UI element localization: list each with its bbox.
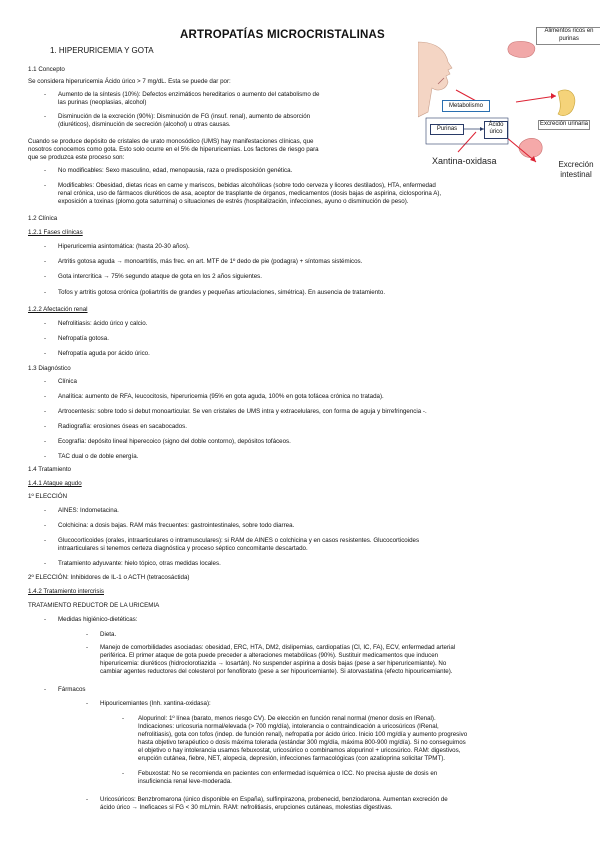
text-line: intraarticulares si tenemos certeza diagnóstica y proceso séptico concomitante descartado. [58, 545, 308, 552]
bullet-dash: - [44, 560, 47, 567]
text-line: 1.2.1 Fases clínicas [28, 229, 83, 236]
text-line: Hiperuricemia asintomática: (hasta 20-30 años). [58, 243, 190, 250]
text-line: Febuxostat: No se recomienda en pacientes con enfermedad isquémica o ICC. No precisa ajuste de dosis en [138, 770, 438, 777]
bullet-dash: - [44, 537, 47, 544]
bullet-dash: - [44, 258, 47, 265]
text-line: Dieta. [100, 631, 117, 638]
text-line: 1.4.1 Ataque agudo [28, 480, 82, 487]
xantina-oxidasa-label: Xantina-oxidasa [432, 156, 497, 166]
bullet-dash: - [44, 273, 47, 280]
text-line: Colchicina: a dosis bajas. RAM más frecuentes: gastrointestinales, sobre todo diarrea. [58, 522, 295, 529]
text-line: Se considera hiperuricemia Ácido úrico > 7 mg/dL. Esta se puede dar por: [28, 78, 231, 85]
text-line: 1.2.2 Afectación renal [28, 306, 88, 313]
bullet-dash: - [44, 113, 47, 120]
text-line: Nefrolitiasis: ácido úrico y calcio. [58, 320, 148, 327]
bullet-dash: - [44, 335, 47, 342]
bullet-dash: - [44, 438, 47, 445]
text-line: TAC dual o de doble energía. [58, 453, 139, 460]
text-line: Artrocentesis: sobre todo si debut monoarticular. Se ven cristales de UMS intra y extracelulares, con forma de aguja y birrefringencia -. [58, 408, 427, 415]
document-title: ARTROPATÍAS MICROCRISTALINAS [180, 29, 385, 41]
text-line: Uricosúricos: Benzbromarona (único disponible en España), sulfinpirazona, probenecid, benziodarona. Aumentan excreción de [100, 796, 448, 803]
food-label: Alimentos ricos en purinas [536, 27, 600, 45]
text-line: 1.1 Concepto [28, 66, 65, 73]
text-line: Medidas higiénico-dietéticas: [58, 616, 138, 623]
text-line: Tratamiento adyuvante: hielo tópico, otras medidas locales. [58, 560, 221, 567]
text-line: insuficiencia renal leve-moderada. [138, 778, 232, 785]
text-line: Ecografía: depósito lineal hiperecoico (signo del doble contorno), depósitos tofáceos. [58, 438, 291, 445]
text-line: 1.2 Clínica [28, 215, 58, 222]
text-line: Analítica: aumento de RFA, leucocitosis, hiperuricemia (95% en gota aguda, 100% en gota tofácea crónica no tratada). [58, 393, 384, 400]
text-line: Glucocorticoides (orales, intraarticulares o intramusculares): si RAM de AINES o colchicina y en casos resistentes. Glucocorticoides [58, 537, 420, 544]
text-line: el objetivo o hay intolerancia usamos febuxostat, uricosúrico o combinamos alopurinol + uricosúrico. RAM: digestivos, [138, 747, 461, 754]
bullet-dash: - [44, 243, 47, 250]
text-line: 1.4 Tratamiento [28, 466, 71, 473]
bullet-dash: - [122, 715, 125, 722]
bullet-dash: - [86, 631, 89, 638]
metabolism-figure [418, 22, 600, 190]
text-line: las purinas (neoplasias, alcohol) [58, 99, 147, 106]
bullet-dash: - [44, 616, 47, 623]
bullet-dash: - [44, 182, 47, 189]
bullet-dash: - [44, 378, 47, 385]
metabolismo-box: Metabolismo [442, 100, 490, 112]
text-line: Manejo de comorbilidades asociadas: obesidad, ERC, HTA, DM2, dislipemias, cardiopatías (CI, IC, FA), ECV, enfermedad arterial [100, 644, 456, 651]
bullet-dash: - [44, 522, 47, 529]
text-line: Fármacos [58, 686, 86, 693]
text-line: ácido úrico → Ineficaces si FG < 30 mL/min. RAM: nefrolitiasis, erupciones cutáneas, molestias digestivas. [100, 804, 393, 811]
bullet-dash: - [44, 453, 47, 460]
section-heading: 1. HIPERURICEMIA Y GOTA [50, 46, 154, 55]
text-line: periférica. El primer ataque de gota puede preceder a alteraciones metabólicas (90%). Sustituir medicamentos que inducen [100, 652, 439, 659]
text-line: Radiografía: erosiones óseas en sacabocados. [58, 423, 187, 430]
text-line: Cuando se produce depósito de cristales de urato monosódico (UMS) hay manifestaciones clínicas, que [28, 138, 314, 145]
bullet-dash: - [44, 91, 47, 98]
bullet-dash: - [44, 393, 47, 400]
text-line: exposición a toxinas (plomo.gota saturnina) o situaciones de estrés (hospitalización, infecciones, ayuno o disminución de peso). [58, 198, 409, 205]
text-line: Nefropatía gotosa. [58, 335, 109, 342]
text-line: Indicaciones: uricosuria normal/elevada (> 700 mg/día), intolerancia o contraindicación a uricosúricos (IRenal, [138, 723, 439, 730]
text-line: Artritis gotosa aguda → monoartritis, más frec. en art. MTF de 1º dedo de pie (podagra) + síntomas sistémicos. [58, 258, 363, 265]
text-line: hasta objetivo terapéutico o dosis máxima tolerada (estándar 300 mg/día, máxima 800-900 mg/día). Si no conseguimos [138, 739, 466, 746]
text-line: Gota intercrítica → 75% segundo ataque de gota en los 2 años siguientes. [58, 273, 262, 280]
text-line: (diuréticos), disminución de secreción (alcohol) u otras causas. [58, 121, 231, 128]
text-line: que se produzca este proceso son: [28, 154, 125, 161]
bullet-dash: - [44, 320, 47, 327]
text-line: 1.4.2 Tratamiento intercrisis [28, 588, 104, 595]
bullet-dash: - [86, 644, 89, 651]
text-line: AINES: Indometacina. [58, 507, 119, 514]
bullet-dash: - [86, 700, 89, 707]
excrecion-urinaria-label: Excreción urinaria [538, 120, 590, 130]
text-line: cambiar agentes reductores del colesterol por fenofibrato (pese a ser hipouricemiante). Si atorvastatina (efecto hipouricemiante). [100, 668, 453, 675]
bullet-dash: - [44, 507, 47, 514]
text-line: hiperuricemia: diuréticos (hidroclorotiazida → losartán). No suspender aspirina a dosis bajas (pese a ser hiperuricemiante). No [100, 660, 447, 667]
bullet-dash: - [44, 289, 47, 296]
text-line: Tofos y artritis gotosa crónica (poliartritis de grandes y pequeñas articulaciones, simétrica). En ausencia de tratamiento. [58, 289, 386, 296]
text-line: Hipouricemiantes (Inh. xantina-oxidasa): [100, 700, 211, 707]
purinas-box: Purinas [430, 124, 464, 135]
text-line: 1º ELECCIÓN [28, 493, 68, 500]
bullet-dash: - [44, 167, 47, 174]
bullet-dash: - [86, 796, 89, 803]
bullet-dash: - [44, 408, 47, 415]
text-line: TRATAMIENTO REDUCTOR DE LA URICEMIA [28, 602, 160, 609]
text-line: Disminución de la excreción (90%): Disminución de FG (insuf. renal), aumento de absorción [58, 113, 311, 120]
text-line: Clínica [58, 378, 77, 385]
bullet-dash: - [44, 350, 47, 357]
acido-urico-box: Ácido úrico [484, 121, 508, 139]
text-line: nefrolitiasis), gota con tofos (indep. de función renal), nefropatía por ácido úrico. Inicio 100 mg/día y aumento progresivo [138, 731, 468, 738]
text-line: 2º ELECCIÓN: Inhibidores de IL-1 o ACTH (tetracosáctida) [28, 574, 190, 581]
text-line: 1.3 Diagnóstico [28, 365, 71, 372]
text-line: No modificables: Sexo masculino, edad, menopausia, raza o predisposición genética. [58, 167, 293, 174]
text-line: renal crónica, uso de fármacos diuréticos de asa, aceptor de trasplante de órganos, medicamentos (dosis bajas de aspirina, ciclosporina A), [58, 190, 442, 197]
bullet-dash: - [44, 686, 47, 693]
text-line: Aumento de la síntesis (10%): Defectos enzimáticos hereditarios o aumento del catabolismo de [58, 91, 320, 98]
excrecion-intestinal-label: Excreción intestinal [558, 160, 594, 180]
text-line: erupción cutánea, fiebre, NET, alopecia, depresión, infecciones farmacológicas (con azatioprina solicitar TPMT). [138, 755, 446, 762]
text-line: Modificables: Obesidad, dietas ricas en carne y mariscos, bebidas alcohólicas (sobre todo cerveza y licores destilados), HTA, enfermedad [58, 182, 436, 189]
text-line: Alopurinol: 1º línea (barato, menos riesgo CV). De elección en función renal normal (menor dosis en IRenal). [138, 715, 436, 722]
bullet-dash: - [44, 423, 47, 430]
text-line: nosotros conocemos como gota. Esto solo ocurre en el 5% de hiperuricemias. Los factores de riesgo para [28, 146, 319, 153]
bullet-dash: - [122, 770, 125, 777]
text-line: Nefropatía aguda por ácido úrico. [58, 350, 150, 357]
